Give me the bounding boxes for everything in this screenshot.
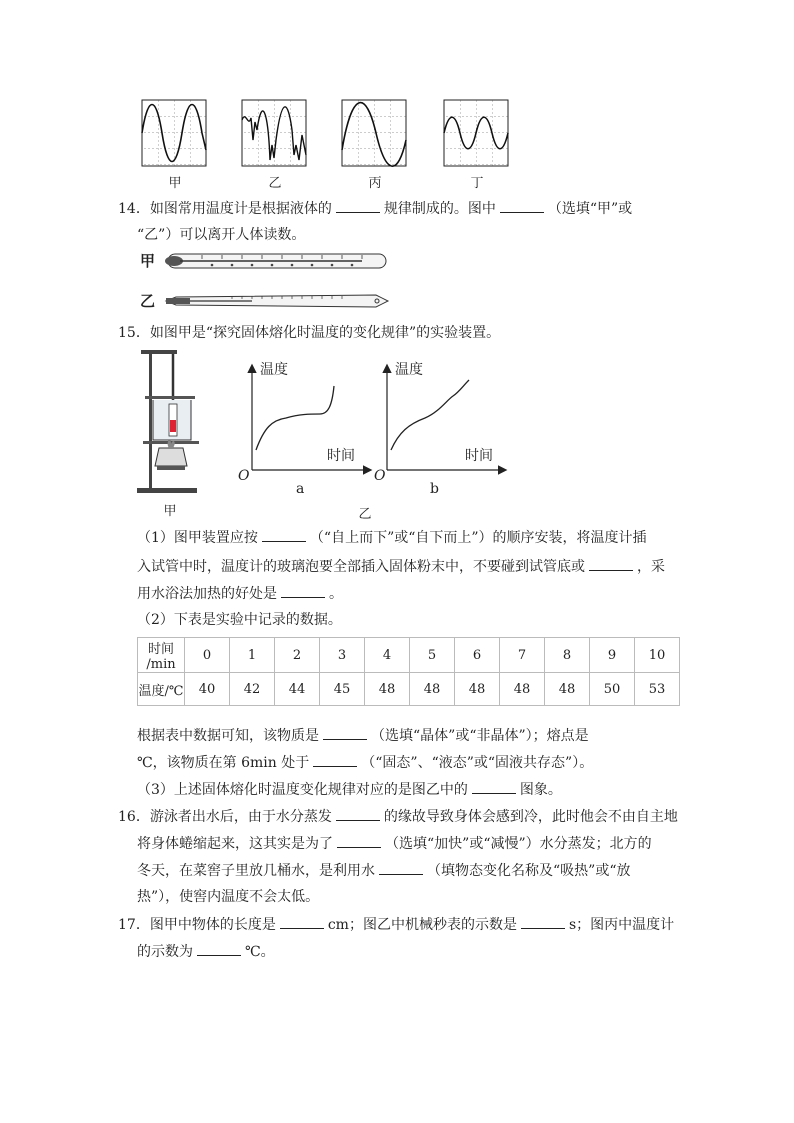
- data-table: [137, 637, 680, 706]
- thermometer-label-jia: 甲: [140, 252, 156, 270]
- table-cell: 1: [230, 638, 275, 673]
- q17-line1: 17．图甲中物体的长度是 cm；图乙中机械秒表的示数是 s；图丙中温度计: [118, 914, 674, 935]
- table-cell: 9: [590, 638, 635, 673]
- table-cell: 7: [500, 638, 545, 673]
- table-cell: 8: [545, 638, 590, 673]
- table-cell: 4: [365, 638, 410, 673]
- table-row-temp: [138, 673, 680, 706]
- q15-caption-yi: 乙: [358, 507, 372, 522]
- q16-line3: 冬天，在菜窖子里放几桶水，是利用水 （填物态变化名称及“吸热”或“放: [137, 860, 630, 881]
- table-cell: 42: [230, 673, 275, 706]
- q15-after-line1: 根据表中数据可知，该物质是 （选填“晶体”或“非晶体”）；熔点是: [137, 725, 589, 746]
- table-cell: 45: [320, 673, 365, 706]
- apparatus-figure-jia: [135, 348, 205, 496]
- graph-b-tag: b: [430, 481, 439, 497]
- graph-b-ylabel: 温度: [395, 362, 423, 378]
- graph-a: [238, 358, 378, 498]
- table-cell: 53: [635, 673, 680, 706]
- table-header-temp: 温度/℃: [138, 673, 185, 706]
- table-cell: 48: [500, 673, 545, 706]
- table-cell: 44: [275, 673, 320, 706]
- q15-after-line2: ℃，该物质在第 6min 处于 （“固态”、“液态”或“固液共存态”）。: [137, 752, 593, 773]
- table-row-time: [138, 638, 680, 673]
- table-header-time: 时间 /min: [138, 638, 185, 673]
- q17-line2: 的示数为 ℃。: [137, 941, 275, 962]
- table-cell: 3: [320, 638, 365, 673]
- graph-a-xlabel: 时间: [327, 448, 355, 464]
- clinical-thermometer-jia: [162, 250, 392, 274]
- waveform-jia: [142, 100, 206, 166]
- q16-line2: 将身体蜷缩起来，这其实是为了 （选填“加快”或“减慢”）水分蒸发；北方的: [137, 833, 652, 854]
- table-cell: 48: [365, 673, 410, 706]
- graph-a-origin: O: [238, 468, 250, 484]
- clinical-thermometer-yi: [162, 291, 392, 311]
- waveform-yi: [242, 100, 306, 166]
- waveform-caption-bing: 丙: [368, 176, 382, 191]
- graph-b-xlabel: 时间: [465, 448, 493, 464]
- waveform-caption-yi: 乙: [268, 176, 282, 191]
- q14-line1: 14．如图常用温度计是根据液体的 规律制成的。图中 （选填“甲”或: [118, 198, 632, 219]
- table-cell: 2: [275, 638, 320, 673]
- waveform-bing: [342, 100, 406, 166]
- table-cell: 6: [455, 638, 500, 673]
- thermometer-label-yi: 乙: [140, 292, 156, 310]
- table-cell: 10: [635, 638, 680, 673]
- table-cell: 0: [185, 638, 230, 673]
- q15-intro: 15．如图甲是“探究固体熔化时温度的变化规律”的实验装置。: [118, 325, 501, 341]
- waveform-ding: [444, 100, 508, 166]
- q15-p3: （3）上述固体熔化时温度变化规律对应的是图乙中的 图象。: [137, 779, 562, 800]
- q15-p1-line2: 入试管中时，温度计的玻璃泡要全部插入固体粉末中，不要碰到试管底或 ，采: [137, 556, 665, 577]
- table-cell: 48: [410, 673, 455, 706]
- q14-line2: “乙”）可以离开人体读数。: [137, 227, 306, 243]
- q15-p1-line1: （1）图甲装置应按 （“自上而下”或“自下而上”）的顺序安装，将温度计插: [137, 527, 647, 548]
- q15-caption-jia: 甲: [163, 504, 177, 519]
- table-cell: 48: [455, 673, 500, 706]
- q15-p1-line3: 用水浴法加热的好处是 。: [137, 583, 343, 604]
- waveform-caption-jia: 甲: [168, 176, 182, 191]
- waveform-caption-ding: 丁: [470, 176, 484, 191]
- table-cell: 50: [590, 673, 635, 706]
- q16-line1: 16．游泳者出水后，由于水分蒸发 的缘故导致身体会感到冷，此时他会不由自主地: [118, 806, 678, 827]
- graph-a-tag: a: [296, 481, 305, 497]
- q15-p2: （2）下表是实验中记录的数据。: [137, 612, 342, 628]
- table-cell: 40: [185, 673, 230, 706]
- waveform-figures: [130, 95, 530, 175]
- q16-line4: 热”），使窖内温度不会太低。: [137, 889, 320, 905]
- graph-b: [373, 358, 513, 498]
- table-cell: 5: [410, 638, 455, 673]
- table-cell: 48: [545, 673, 590, 706]
- graph-a-ylabel: 温度: [260, 362, 288, 378]
- graph-b-origin: O: [374, 468, 386, 484]
